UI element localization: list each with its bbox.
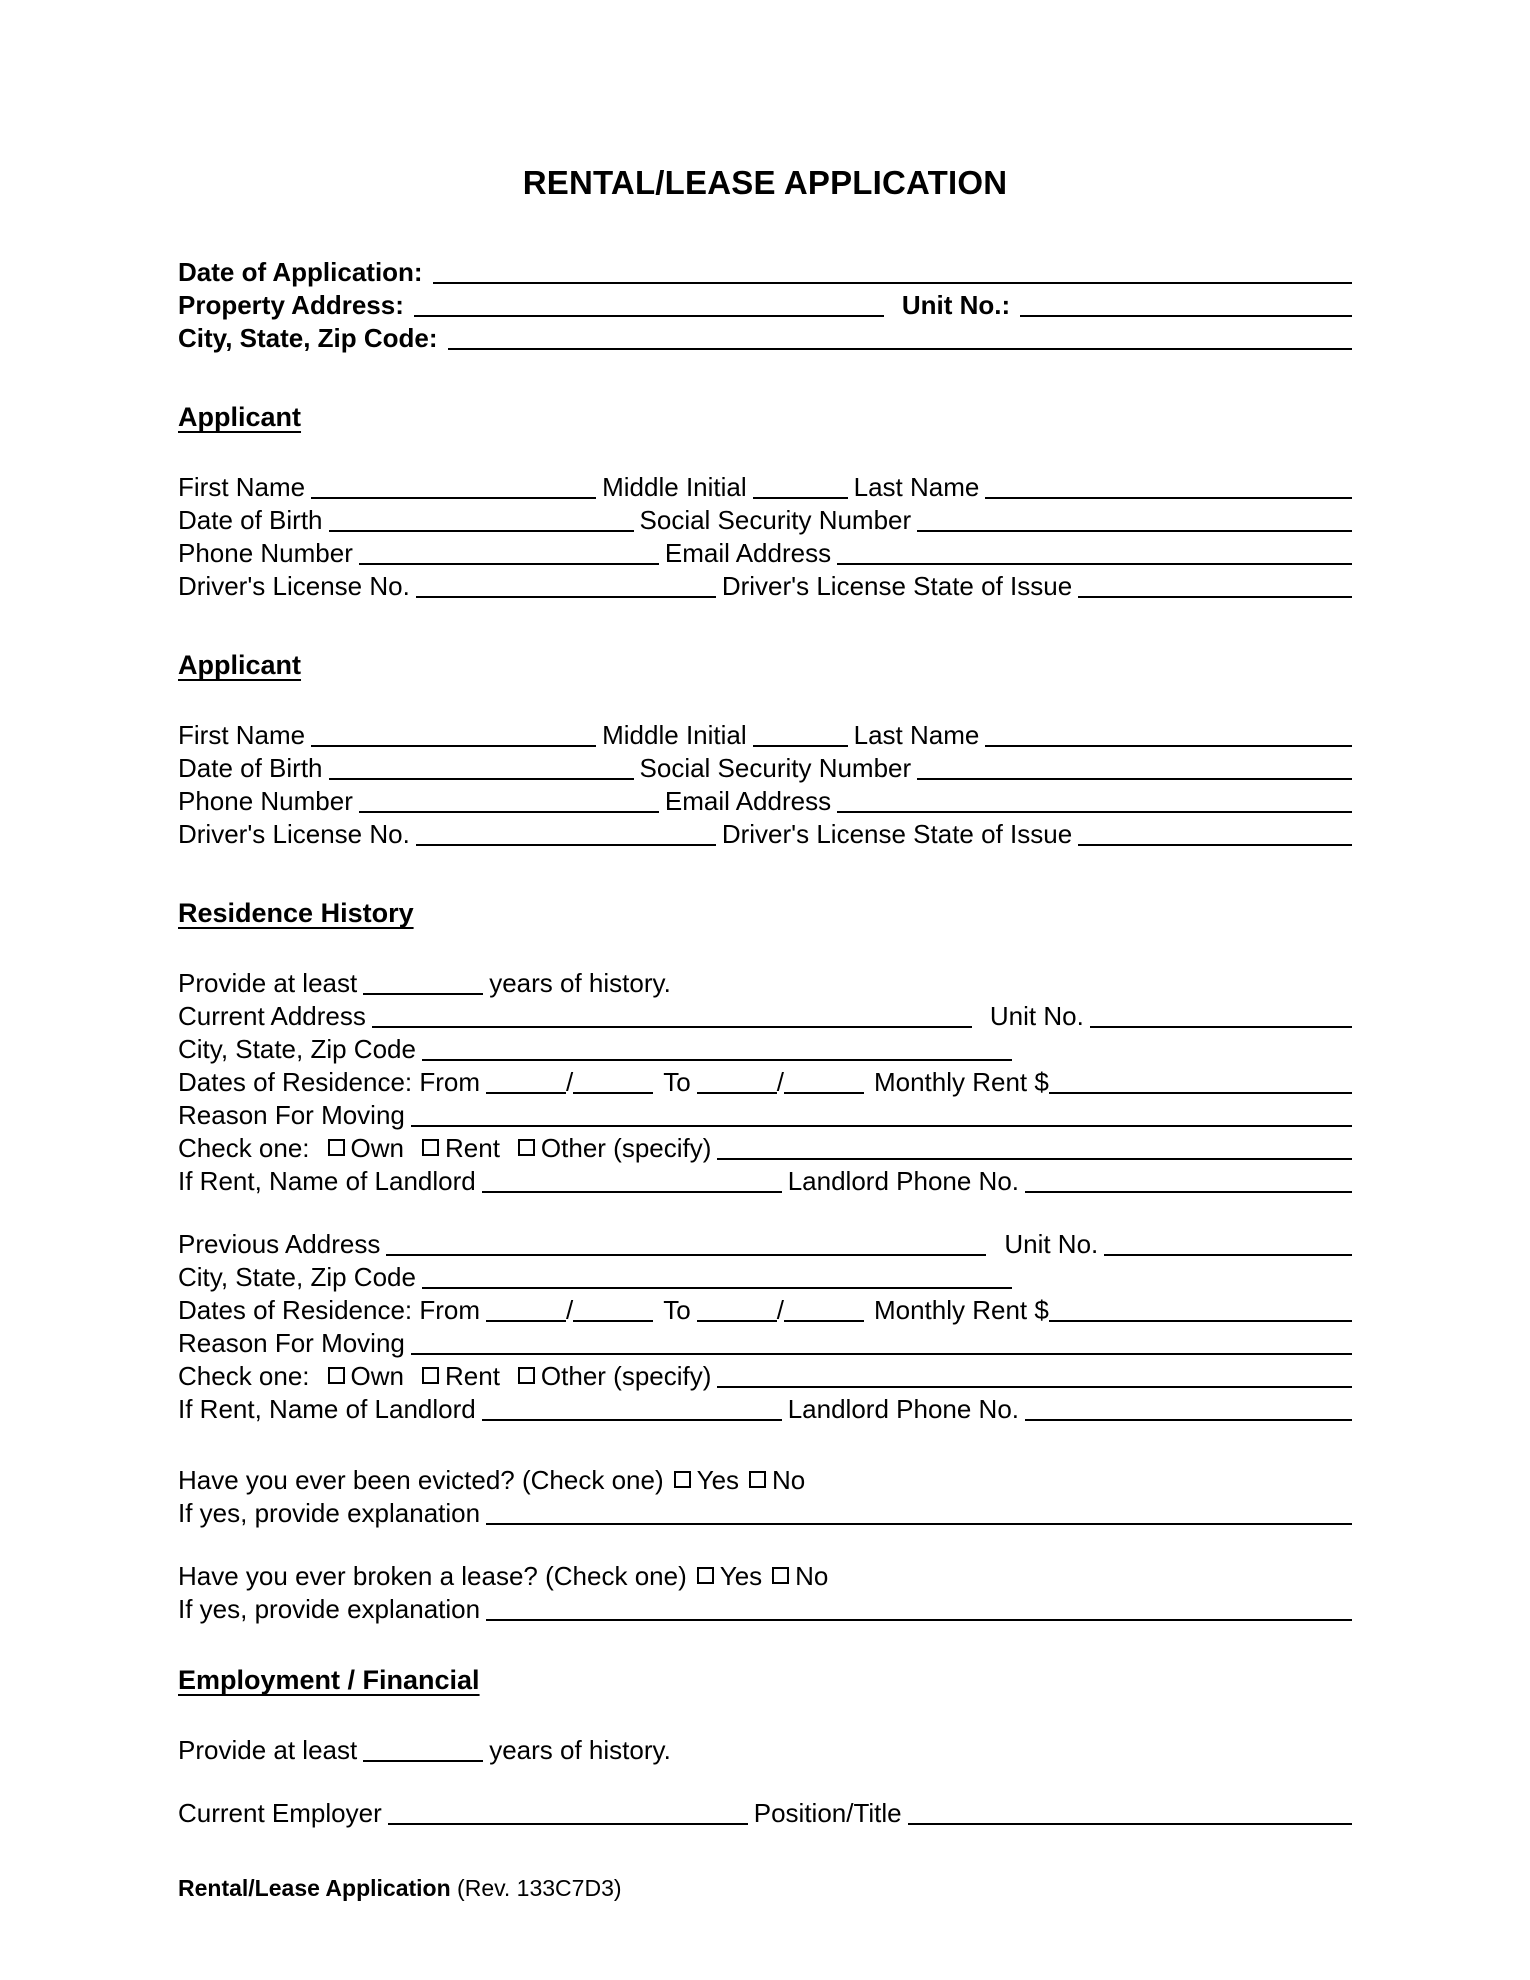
previous-monthly-rent-label: Monthly Rent $ [873,1295,1049,1326]
employment-financial-section [178,1664,1352,1696]
drivers-license-state-input[interactable] [1078,572,1352,598]
broken-lease-question-label: Have you ever broken a lease? (Check one) [178,1561,687,1592]
current-landlord-phone-input[interactable] [1025,1167,1352,1193]
checkbox-evicted-yes-icon[interactable] [674,1471,691,1488]
current-to-month-input[interactable] [697,1068,777,1094]
previous-from-year-input[interactable] [573,1296,653,1322]
property-address-row [178,289,1352,322]
current-monthly-rent-input[interactable] [1049,1068,1352,1094]
current-other-specify-label: Other (specify) [540,1133,712,1164]
evicted-explanation-row [178,1497,1352,1530]
evicted-no-label: No [772,1465,806,1496]
current-employer-input[interactable] [388,1799,748,1825]
current-address-label: Current Address [178,1001,366,1032]
current-reason-for-moving-label: Reason For Moving [178,1100,405,1131]
previous-reason-for-moving-row [178,1327,1352,1360]
current-landlord-name-input[interactable] [482,1167,782,1193]
applicant-2-heading: Applicant [178,650,302,681]
drivers-license-no-label: Driver's License No. [178,819,410,850]
employment-financial-heading: Employment / Financial [178,1665,480,1696]
checkbox-other-icon[interactable] [518,1367,535,1384]
first-name-input[interactable] [311,721,596,747]
date-slash-2: / [776,1067,784,1098]
current-city-state-zip-input[interactable] [422,1035,1012,1061]
first-name-label: First Name [178,472,306,503]
position-title-label: Position/Title [753,1798,902,1829]
drivers-license-state-label: Driver's License State of Issue [721,571,1073,602]
residence-history-heading: Residence History [178,898,414,929]
previous-rent-label: Rent [445,1361,500,1392]
email-address-label: Email Address [664,538,832,569]
footer-revision: (Rev. 133C7D3) [457,1875,622,1901]
current-rent-label: Rent [445,1133,500,1164]
applicant-1-heading: Applicant [178,402,302,433]
broken-lease-yes-label: Yes [719,1561,763,1592]
current-employer-row [178,1797,1352,1830]
broken-lease-question-row [178,1560,1352,1593]
last-name-input[interactable] [985,473,1352,499]
property-address-input[interactable] [414,291,884,317]
date-slash-4: / [776,1295,784,1326]
previous-landlord-phone-input[interactable] [1025,1395,1352,1421]
checkbox-own-icon[interactable] [328,1367,345,1384]
social-security-number-input[interactable] [917,754,1352,780]
date-of-application-input[interactable] [433,258,1352,284]
phone-number-input[interactable] [359,539,659,565]
current-address-row [178,1000,1352,1033]
city-state-zip-label: City, State, Zip Code: [178,323,438,354]
current-landlord-phone-label: Landlord Phone No. [787,1166,1020,1197]
previous-if-rent-landlord-label: If Rent, Name of Landlord [178,1394,476,1425]
page-title: RENTAL/LEASE APPLICATION [522,164,1008,201]
previous-to-year-input[interactable] [784,1296,864,1322]
checkbox-other-icon[interactable] [518,1139,535,1156]
phone-number-label: Phone Number [178,538,353,569]
current-from-year-input[interactable] [573,1068,653,1094]
previous-monthly-rent-input[interactable] [1049,1296,1352,1322]
residence-years-input[interactable] [363,969,483,995]
previous-check-one-label: Check one: [178,1361,310,1392]
previous-own-label: Own [350,1361,404,1392]
evicted-explanation-input[interactable] [486,1499,1352,1525]
employment-years-row [178,1734,1352,1767]
middle-initial-input[interactable] [753,721,848,747]
applicant-1-license-row [178,570,1352,603]
evicted-yes-label: Yes [696,1465,740,1496]
current-check-one-label: Check one: [178,1133,310,1164]
previous-unit-no-input[interactable] [1104,1230,1352,1256]
current-reason-for-moving-input[interactable] [411,1101,1352,1127]
current-unit-no-input[interactable] [1090,1002,1352,1028]
current-to-year-input[interactable] [784,1068,864,1094]
residence-years-row [178,967,1352,1000]
current-city-state-zip-row [178,1033,1352,1066]
applicant-1-dob-ssn-row [178,504,1352,537]
last-name-label: Last Name [853,472,980,503]
previous-other-specify-input[interactable] [717,1362,1352,1388]
broken-lease-explanation-row [178,1593,1352,1626]
current-own-label: Own [350,1133,404,1164]
current-employer-label: Current Employer [178,1798,382,1829]
current-dates-label: Dates of Residence: From [178,1067,481,1098]
current-address-input[interactable] [372,1002,972,1028]
email-address-label: Email Address [664,786,832,817]
checkbox-broken-lease-yes-icon[interactable] [697,1567,714,1584]
previous-reason-for-moving-input[interactable] [411,1329,1352,1355]
city-state-zip-input[interactable] [448,324,1352,350]
residence-provide-prefix-label: Provide at least [178,968,358,999]
current-unit-no-label: Unit No. [989,1001,1084,1032]
email-address-input[interactable] [837,787,1352,813]
drivers-license-no-input[interactable] [416,572,716,598]
date-of-application-label: Date of Application: [178,257,423,288]
checkbox-rent-icon[interactable] [422,1139,439,1156]
last-name-input[interactable] [985,721,1352,747]
phone-number-input[interactable] [359,787,659,813]
evicted-explanation-label: If yes, provide explanation [178,1498,481,1529]
position-title-input[interactable] [908,1799,1352,1825]
date-of-birth-input[interactable] [329,754,634,780]
checkbox-own-icon[interactable] [328,1139,345,1156]
city-state-zip-row [178,322,1352,355]
drivers-license-no-label: Driver's License No. [178,571,410,602]
applicant-1-section [178,401,1352,433]
footer [178,1874,622,1902]
previous-check-one-row [178,1360,1352,1393]
drivers-license-state-label: Driver's License State of Issue [721,819,1073,850]
applicant-2-phone-email-row [178,785,1352,818]
previous-city-state-zip-row [178,1261,1352,1294]
applicant-2-dob-ssn-row [178,752,1352,785]
previous-to-month-input[interactable] [697,1296,777,1322]
unit-no-label: Unit No.: [901,290,1011,321]
drivers-license-state-input[interactable] [1078,820,1352,846]
evicted-question-label: Have you ever been evicted? (Check one) [178,1465,664,1496]
previous-dates-label: Dates of Residence: From [178,1295,481,1326]
last-name-label: Last Name [853,720,980,751]
residence-provide-suffix-label: years of history. [489,968,671,999]
phone-number-label: Phone Number [178,786,353,817]
previous-city-state-zip-input[interactable] [422,1263,1012,1289]
applicant-1-fields [178,471,1352,603]
social-security-number-label: Social Security Number [639,505,912,536]
previous-dates-of-residence-row [178,1294,1352,1327]
broken-lease-explanation-input[interactable] [486,1595,1352,1621]
checkbox-rent-icon[interactable] [422,1367,439,1384]
property-address-label: Property Address: [178,290,404,321]
previous-unit-no-label: Unit No. [1004,1229,1099,1260]
employment-provide-suffix-label: years of history. [489,1735,671,1766]
current-if-rent-landlord-label: If Rent, Name of Landlord [178,1166,476,1197]
date-slash-1: / [566,1067,574,1098]
broken-lease-no-label: No [795,1561,829,1592]
applicant-2-license-row [178,818,1352,851]
previous-other-specify-label: Other (specify) [540,1361,712,1392]
header-block [178,256,1352,355]
first-name-label: First Name [178,720,306,751]
email-address-input[interactable] [837,539,1352,565]
drivers-license-no-input[interactable] [416,820,716,846]
current-from-month-input[interactable] [486,1068,566,1094]
previous-landlord-row [178,1393,1352,1426]
current-check-one-row [178,1132,1352,1165]
checkbox-evicted-no-icon[interactable] [749,1471,766,1488]
current-reason-for-moving-row [178,1099,1352,1132]
applicant-2-name-row [178,719,1352,752]
current-monthly-rent-label: Monthly Rent $ [873,1067,1049,1098]
date-of-birth-label: Date of Birth [178,753,323,784]
social-security-number-label: Social Security Number [639,753,912,784]
previous-address-label: Previous Address [178,1229,381,1260]
previous-to-label: To [663,1295,691,1326]
middle-initial-label: Middle Initial [602,472,747,503]
footer-title: Rental/Lease Application [178,1875,451,1901]
employment-years-input[interactable] [363,1736,483,1762]
current-dates-of-residence-row [178,1066,1352,1099]
previous-address-row [178,1228,1352,1261]
first-name-input[interactable] [311,473,596,499]
broken-lease-explanation-label: If yes, provide explanation [178,1594,481,1625]
applicant-1-name-row [178,471,1352,504]
applicant-2-fields [178,719,1352,851]
current-landlord-row [178,1165,1352,1198]
evicted-question-row [178,1464,1352,1497]
previous-reason-for-moving-label: Reason For Moving [178,1328,405,1359]
previous-landlord-phone-label: Landlord Phone No. [787,1394,1020,1425]
employment-provide-prefix-label: Provide at least [178,1735,358,1766]
applicant-2-section [178,649,1352,681]
middle-initial-label: Middle Initial [602,720,747,751]
unit-no-input[interactable] [1020,291,1352,317]
previous-from-month-input[interactable] [486,1296,566,1322]
date-of-birth-input[interactable] [329,506,634,532]
previous-city-state-zip-label: City, State, Zip Code [178,1262,416,1293]
date-of-birth-label: Date of Birth [178,505,323,536]
current-city-state-zip-label: City, State, Zip Code [178,1034,416,1065]
applicant-1-phone-email-row [178,537,1352,570]
social-security-number-input[interactable] [917,506,1352,532]
middle-initial-input[interactable] [753,473,848,499]
residence-history-section [178,897,1352,929]
previous-landlord-name-input[interactable] [482,1395,782,1421]
current-to-label: To [663,1067,691,1098]
date-of-application-row [178,256,1352,289]
current-other-specify-input[interactable] [717,1134,1352,1160]
checkbox-broken-lease-no-icon[interactable] [772,1567,789,1584]
previous-address-input[interactable] [386,1230,986,1256]
date-slash-3: / [566,1295,574,1326]
